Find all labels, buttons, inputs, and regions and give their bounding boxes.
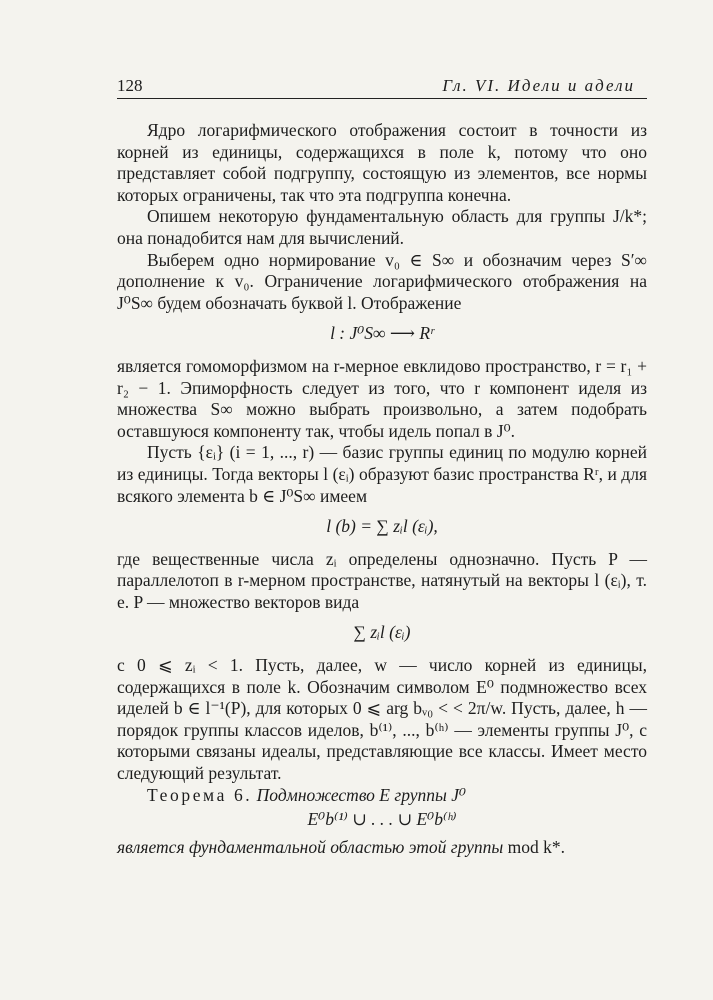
theorem-statement: Подмножество E группы J⁰ xyxy=(256,784,466,805)
theorem-tail-mod: mod k*. xyxy=(507,836,565,857)
theorem xyxy=(117,785,647,807)
formula-vector: ∑ zᵢl (εᵢ) xyxy=(353,622,411,643)
paragraph: Опишем некоторую фундаментальную область для группы J/k*; она понадобится нам для вычислений. xyxy=(117,206,647,248)
paragraph: Пусть {εᵢ} (i = 1, ..., r) — базис группы единиц по модулю корней из единицы. Тогда векторы l (εᵢ) образуют базис пространства Rʳ, и для всякого элемента b ∈ J⁰S∞ имеем xyxy=(117,442,647,506)
theorem-tail xyxy=(117,837,647,859)
paragraph: Ядро логарифмического отображения состоит в точности из корней из единицы, содержащихся в поле k, потому что оно представляет собой подгруппу, состоящую из элементов, все нормы которых ограничены, так что эта подгруппа конечна. xyxy=(117,120,647,205)
theorem-formula: E⁰b⁽¹⁾ ∪ . . . ∪ E⁰b⁽ʰ⁾ xyxy=(307,809,457,830)
theorem-tail-text: является фундаментальной областью этой группы xyxy=(117,836,504,857)
paragraph: где вещественные числа zᵢ определены однозначно. Пусть P — параллелотоп в r-мерном пространстве, натянутый на векторы l (εᵢ), т. е. P — множество векторов вида xyxy=(117,548,647,612)
formula-sum: l (b) = ∑ zᵢl (εᵢ), xyxy=(326,516,438,537)
body-text xyxy=(117,120,647,858)
paragraph: Выберем одно нормирование v₀ ∈ S∞ и обозначим через S′∞ дополнение к v₀. Ограничение логарифмического отображения на J⁰S∞ будем обозначать буквой l. Отображение xyxy=(117,249,647,313)
formula-log-map: l : J⁰S∞ ⟶ Rʳ xyxy=(330,323,434,344)
running-head: Гл. VI. Идели и адели xyxy=(442,76,635,95)
page-number: 128 xyxy=(117,76,143,95)
paragraph: является гомоморфизмом на r-мерное евклидово пространство, r = r₁ + r₂ − 1. Эпиморфность следует из того, что r компонент иделя из множества S∞ можно выбрать произвольно, а затем подобрать оставшуюся компоненту так, чтобы идель попал в J⁰. xyxy=(117,355,647,441)
page-header xyxy=(117,76,647,99)
theorem-head: Теорема 6. xyxy=(147,784,253,805)
paragraph: с 0 ⩽ zᵢ < 1. Пусть, далее, w — число корней из единицы, содержащихся в поле k. Обозначим символом E⁰ подмножество всех иделей b ∈ l⁻¹(P), для которых 0 ⩽ arg bᵥ₀ < < 2π/w. Пусть, далее, h — порядок группы классов иделов, b⁽¹⁾, ..., b⁽ʰ⁾ — элементы группы J⁰, с которыми связаны идеалы, представляющие все классы. Имеет место следующий результат. xyxy=(117,655,647,784)
